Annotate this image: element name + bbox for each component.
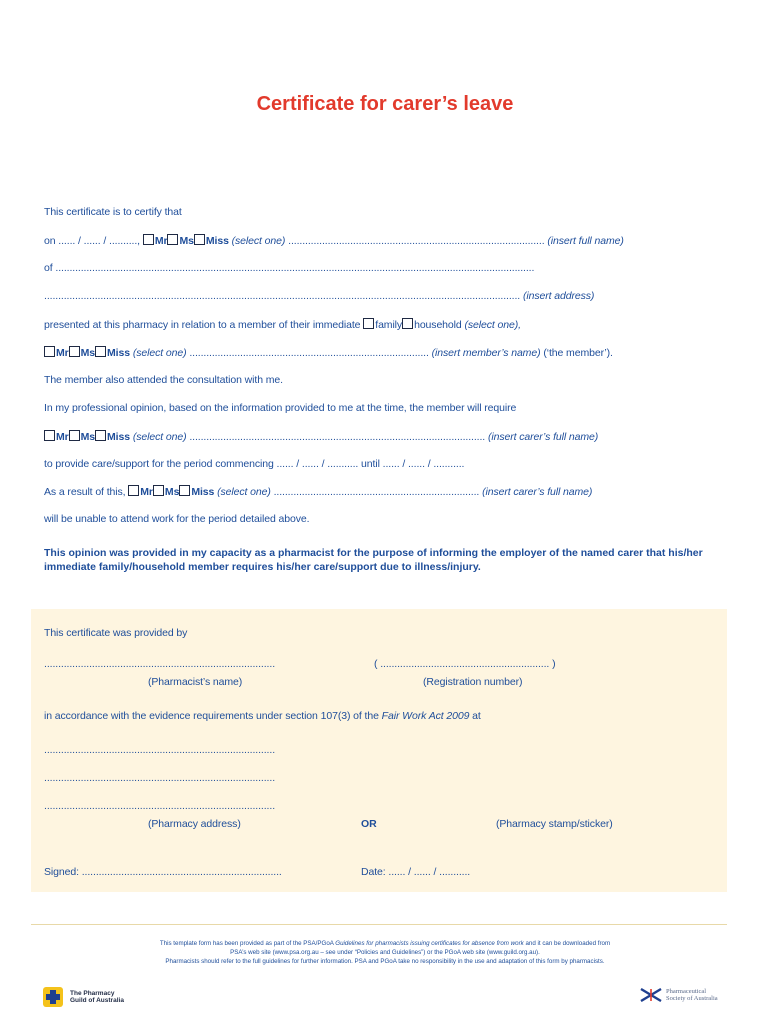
- checkbox-ms[interactable]: [153, 485, 164, 496]
- footer-divider: [31, 924, 727, 925]
- attended-text: The member also attended the consultation with me.: [44, 374, 283, 386]
- member-name-field[interactable]: .....................................................................................: [189, 347, 429, 359]
- option-miss: Miss: [205, 235, 229, 247]
- checkbox-miss[interactable]: [95, 430, 106, 441]
- checkbox-mr[interactable]: [143, 234, 154, 245]
- select-hint: (select one),: [464, 319, 521, 331]
- provided-by-text: This certificate was provided by: [44, 627, 188, 639]
- act-tail: at: [472, 710, 481, 722]
- line-carer-1: [44, 430, 598, 443]
- option-miss: Miss: [191, 486, 215, 498]
- footer-line-1: This template form has been provided as part of the PSA/PGoA Guidelines for pharmacists issuing certificates for absence from work and it can be downloaded from: [159, 940, 611, 947]
- pharmacy-address-label: (Pharmacy address): [148, 818, 241, 830]
- option-mr: Mr: [56, 347, 69, 359]
- intro-text: This certificate is to certify that: [44, 206, 182, 218]
- psa-emblem-icon: [640, 988, 662, 1002]
- line-on: [44, 234, 624, 247]
- checkbox-mr[interactable]: [44, 346, 55, 357]
- pharmacy-address-field-3[interactable]: ..................................................................................: [44, 800, 276, 812]
- pharmacy-address-field-2[interactable]: ..................................................................................: [44, 772, 276, 784]
- address-hint: (insert address): [522, 290, 595, 302]
- registration-number-label: (Registration number): [423, 676, 523, 688]
- checkbox-household[interactable]: [402, 318, 413, 329]
- signed-field[interactable]: Signed: .......................................................................: [44, 866, 282, 878]
- option-ms: Ms: [179, 235, 194, 247]
- select-hint: (select one): [231, 235, 286, 247]
- pharmacy-address-field-1[interactable]: ..................................................................................: [44, 744, 276, 756]
- pharmacist-name-label: (Pharmacist’s name): [148, 676, 243, 688]
- period-field[interactable]: to provide care/support for the period commencing ...... / ...... / ........... until ...... / ...... / ...........: [44, 458, 465, 470]
- accordance-line: [44, 710, 481, 722]
- checkbox-mr[interactable]: [44, 430, 55, 441]
- full-name-field[interactable]: ...........................................................................................: [288, 235, 545, 247]
- psa-logo-line-1: Pharmaceutical: [666, 988, 707, 995]
- checkbox-miss[interactable]: [194, 234, 205, 245]
- option-household: household: [414, 319, 462, 331]
- checkbox-ms[interactable]: [69, 346, 80, 357]
- guild-cross-icon: [43, 987, 63, 1007]
- guild-logo-line-1: The Pharmacy: [70, 990, 115, 997]
- result-prefix: As a result of this,: [44, 486, 126, 498]
- pharmacist-name-field[interactable]: ..................................................................................: [44, 658, 276, 670]
- carer-name-hint: (insert carer’s full name): [482, 486, 593, 498]
- option-miss: Miss: [107, 431, 130, 443]
- line-presented: [44, 318, 521, 331]
- date-field[interactable]: Date: ...... / ...... / ...........: [361, 866, 471, 878]
- option-ms: Ms: [164, 486, 180, 498]
- act-name: Fair Work Act 2009: [381, 710, 470, 722]
- footer-line-3: Pharmacists should refer to the full guidelines for further information. PSA and PGoA take no responsibility in the use and adaptation of this form by pharmacists.: [165, 958, 605, 965]
- checkbox-ms[interactable]: [69, 430, 80, 441]
- address-field[interactable]: .........................................................................................................................................................................: [44, 290, 521, 302]
- select-hint: (select one): [132, 347, 187, 359]
- statement-text: This opinion was provided in my capacity as a pharmacist for the purpose of informing the employer of the named carer that his/her immediate family/household member requires his/her care/support due to illness/injury.: [44, 547, 703, 573]
- footer-line-2: PSA’s web site (www.psa.org.au – see under “Policies and Guidelines”) or the PGoA web site (www.guild.org.au).: [230, 949, 540, 956]
- option-family: family: [375, 319, 403, 331]
- carer-name-hint: (insert carer’s full name): [487, 431, 599, 443]
- or-label: OR: [361, 818, 377, 830]
- select-hint: (select one): [217, 486, 271, 498]
- accordance-text: in accordance with the evidence requirements under section 107(3) of the: [44, 710, 379, 722]
- option-ms: Ms: [80, 431, 96, 443]
- option-miss: Miss: [107, 347, 130, 359]
- member-tail: (‘the member’).: [543, 347, 613, 359]
- option-mr: Mr: [154, 235, 168, 247]
- line-member: [44, 346, 613, 359]
- presented-text: presented at this pharmacy in relation to a member of their immediate: [44, 319, 361, 331]
- option-ms: Ms: [80, 347, 96, 359]
- select-hint: (select one): [132, 431, 187, 443]
- full-name-hint: (insert full name): [547, 235, 624, 247]
- option-mr: Mr: [140, 486, 153, 498]
- carer-name-field[interactable]: .........................................................................: [273, 486, 480, 498]
- page-title: Certificate for carer’s leave: [256, 93, 514, 115]
- option-mr: Mr: [56, 431, 69, 443]
- registration-number-field[interactable]: ( ............................................................ ): [374, 658, 556, 670]
- unable-text: will be unable to attend work for the period detailed above.: [44, 513, 310, 525]
- psa-logo-line-2: Society of Australia: [666, 995, 718, 1002]
- pharmacy-guild-logo: [43, 987, 124, 1007]
- date-prefix: on ...... / ...... / ..........,: [44, 235, 140, 247]
- line-address: [44, 290, 594, 302]
- carer-name-field[interactable]: .........................................................................................................: [189, 431, 486, 443]
- checkbox-miss[interactable]: [95, 346, 106, 357]
- checkbox-ms[interactable]: [167, 234, 178, 245]
- checkbox-family[interactable]: [363, 318, 374, 329]
- member-name-hint: (insert member’s name): [431, 347, 541, 359]
- line-carer-2: [44, 485, 592, 498]
- opinion-text: In my professional opinion, based on the information provided to me at the time, the member will require: [44, 402, 517, 414]
- psa-logo: [640, 988, 718, 1002]
- guild-logo-line-2: Guild of Australia: [70, 997, 124, 1004]
- footer-text: [0, 939, 770, 966]
- checkbox-miss[interactable]: [179, 485, 190, 496]
- of-field[interactable]: of ..........................................................................................................................................................................: [44, 262, 535, 274]
- checkbox-mr[interactable]: [128, 485, 139, 496]
- pharmacy-stamp-label: (Pharmacy stamp/sticker): [496, 818, 613, 830]
